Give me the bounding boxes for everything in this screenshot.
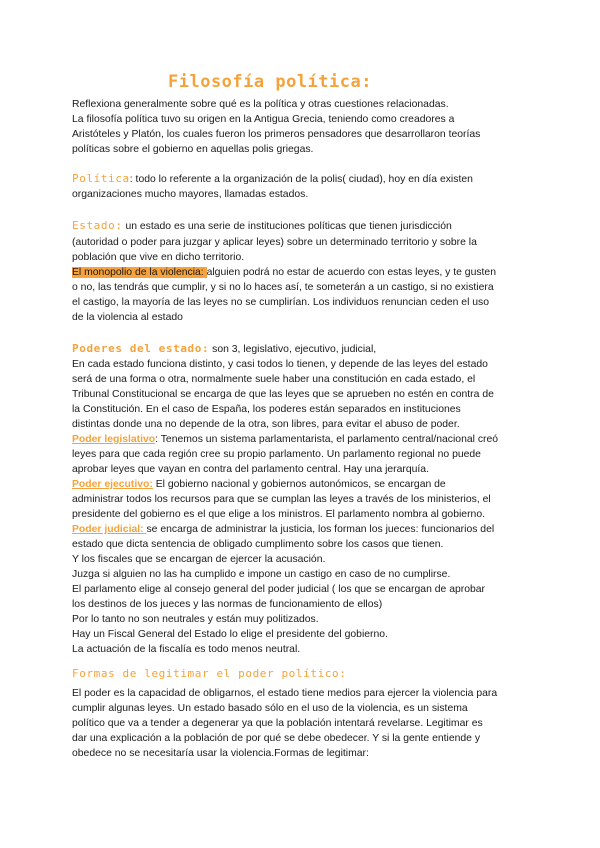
text-line: Juzga si alguien no las ha cumplido e impone un castigo en caso de no cumplirse. [72,569,451,580]
text-line: Por lo tanto no son neutrales y están muy politizados. [72,614,319,625]
text-line: políticas sobre el gobierno en aquellas polis griegas. [72,144,314,155]
text-line: cumplir algunas leyes. Un estado basado sólo en el uso de la violencia, es un sistema [72,703,468,714]
text-line [72,265,532,280]
text-line: obedece no se necesitaría usar la violencia.Formas de legitimar: [72,748,369,759]
text-line: La filosofía política tuvo su origen en la Antigua Grecia, teniendo como creadores a [72,114,455,125]
text-line [72,522,532,537]
text-line: Y los fiscales que se encargan de ejercer la acusación. [72,554,326,565]
section-heading-poderes: Poderes del estado: [72,342,210,355]
text-line: El parlamento elige al consejo general del poder judicial ( los que se encargan de aprobar [72,584,486,595]
subheading-judicial: Poder judicial: [72,524,147,535]
text-line: estado que dicta sentencia de obligado cumplimento sobre los casos que tienen. [72,539,444,550]
text-line [72,341,532,357]
text-line: distintas donde una no depende de la otra, son libres, para evitar el abuso de poder. [72,419,460,430]
text-line [72,477,532,492]
intro-paragraph [72,97,532,157]
section-heading-politica: Política [72,172,130,185]
text-line: será de una forma o otra, normalmente suele haber una constitución en cada estado, el [72,374,476,385]
text-line [72,432,532,447]
text-line: los destinos de los jueces y las normas de funcionamiento de ellos) [72,599,383,610]
text-line: Reflexiona generalmente sobre qué es la política y otras cuestiones relacionadas. [72,99,449,110]
text-line [72,666,532,682]
text-line [72,218,532,234]
formas-section [72,666,532,761]
legislativo-text: : Tenemos un sistema parlamentarista, el parlamento central/nacional creó [155,434,499,445]
text-line: de la violencia al estado [72,312,183,323]
judicial-text: se encarga de administrar la justicia, los forman los jueces: funcionarios del [146,524,495,535]
poderes-text: son 3, legislativo, ejecutivo, judicial, [209,344,377,355]
text-line: población que vive en dicho territorio. [72,252,245,263]
text-line: Hay un Fiscal General del Estado lo elige el presidente del gobierno. [72,629,388,640]
text-line: presidente del gobierno es el que elige a los ministros. El parlamento nombra al gobierno. [72,509,485,520]
text-line: leyes para que cada región cree su propio parlamento. Un parlamento regional no puede [72,449,481,460]
text-line: aprobar leyes que vayan en contra del parlamento central. Hay una jerarquía. [72,464,429,475]
politica-section [72,171,532,202]
section-heading-estado: Estado: [72,219,123,232]
text-line: Tribunal Constitucional se encarga de que las leyes que se aprueben no estén en contra de [72,389,494,400]
highlighted-term: El monopolio de la violencia: [72,267,207,278]
text-line: o no, las tendrás que cumplir, y si no lo haces así, te someterán a un castigo, si no existiera [72,282,494,293]
text-line: El poder es la capacidad de obligarnos, el estado tiene medios para ejercer la violencia para [72,688,498,699]
text-line: En cada estado funciona distinto, y casi todos lo tienen, y depende de las leyes del estado [72,359,488,370]
page-title: Filosofía política: [168,72,372,92]
text-line [72,171,532,187]
text-line: (autoridad o poder para juzgar y aplicar leyes) sobre un determinado territorio y sobre la [72,237,477,248]
text-line: administrar todos los recursos para que se cumplan las leyes a través de los ministerios, el [72,494,491,505]
section-heading-formas: Formas de legitimar el poder político: [72,667,347,680]
text-line: organizaciones mucho mayores, llamadas estados. [72,189,309,200]
politica-text: : todo lo referente a la organización de la polis( ciudad), hoy en día existen [129,174,473,185]
text-line: Aristóteles y Platón, los cuales fueron los primeros pensadores que desarrollaron teorías [72,129,481,140]
estado-text: un estado es una serie de instituciones políticas que tienen jurisdicción [122,221,452,232]
text-line: político que va a tender a degenerar ya que la población intentará revelarse. Legitimar es [72,718,483,729]
text-line: la Constitución. En el caso de España, los poderes están separados en instituciones [72,404,461,415]
text-line: La actuación de la fiscalía es todo menos neutral. [72,644,301,655]
estado-section [72,218,532,325]
ejecutivo-text: El gobierno nacional y gobiernos autonómicos, se encargan de [152,479,446,490]
text-line: dar una explicación a la población de por qué se debe obedecer. Y si la gente entiende y [72,733,481,744]
poderes-section [72,341,532,657]
subheading-ejecutivo: Poder ejecutivo: [72,479,153,490]
text-line: el castigo, la mayoría de las leyes no se cumplirían. Los individuos renuncian ceden el uso [72,297,490,308]
estado-text: alguien podrá no estar de acuerdo con estas leyes, y te gusten [206,267,496,278]
subheading-legislativo: Poder legislativo [72,434,156,445]
